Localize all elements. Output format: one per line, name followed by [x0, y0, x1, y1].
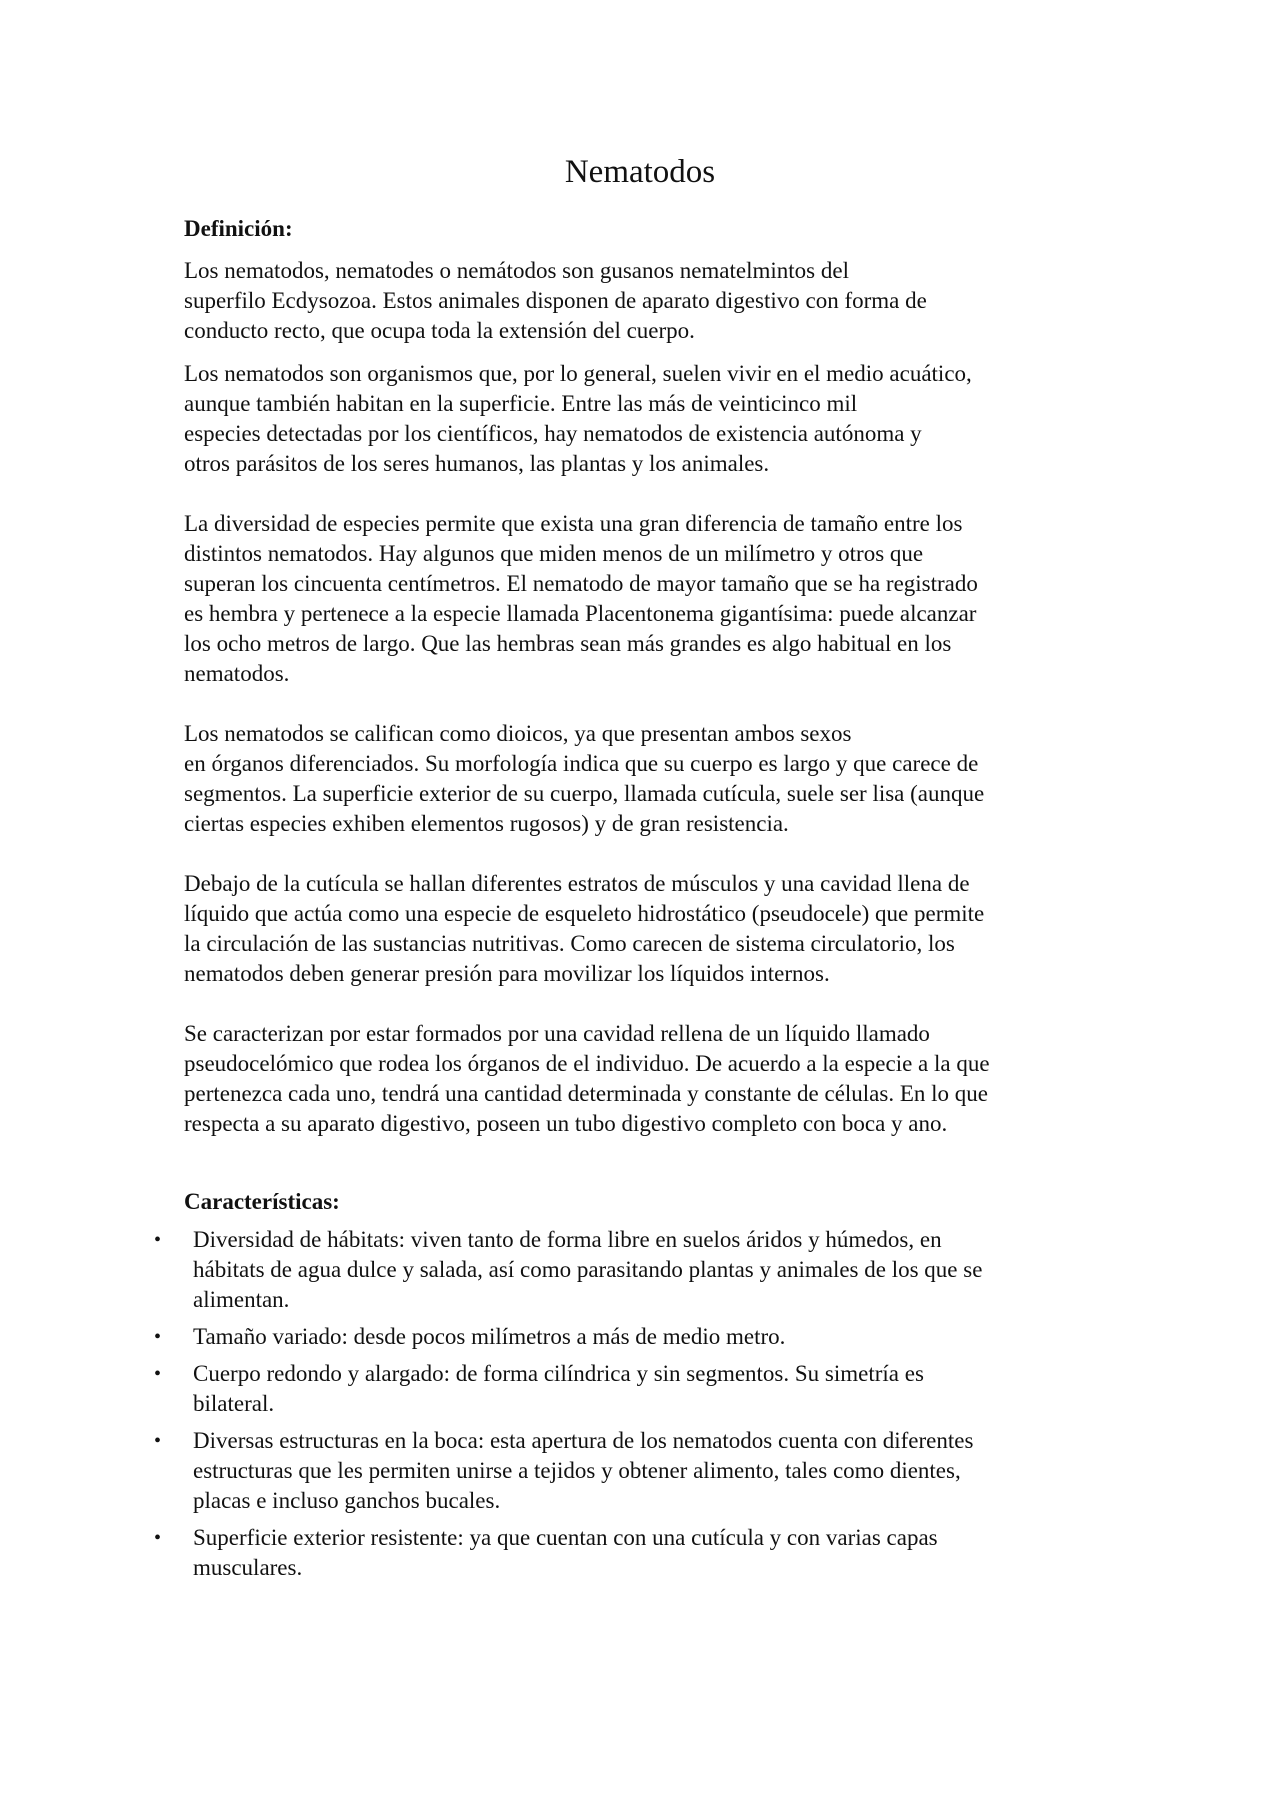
text-line: la circulación de las sustancias nutritivas. Como carecen de sistema circulatorio, los	[184, 931, 955, 956]
text-line: Los nematodos son organismos que, por lo general, suelen vivir en el medio acuático,	[184, 361, 972, 386]
list-item	[154, 1225, 1104, 1315]
text-line: Tamaño variado: desde pocos milímetros a más de medio metro.	[193, 1324, 786, 1349]
text-line: Diversas estructuras en la boca: esta apertura de los nematodos cuenta con diferentes	[193, 1428, 974, 1453]
text-line: alimentan.	[193, 1287, 290, 1312]
bullet-icon: •	[154, 1363, 162, 1385]
list-item	[154, 1359, 1104, 1419]
paragraph-4	[184, 719, 1104, 839]
text-line: aunque también habitan en la superficie. Entre las más de veinticinco mil	[184, 391, 858, 416]
text-line: líquido que actúa como una especie de esqueleto hidrostático (pseudocele) que permite	[184, 901, 985, 926]
text-line: en órganos diferenciados. Su morfología indica que su cuerpo es largo y que carece de	[184, 751, 979, 776]
text-line: especies detectadas por los científicos, hay nematodos de existencia autónoma y	[184, 421, 922, 446]
text-line: Se caracterizan por estar formados por una cavidad rellena de un líquido llamado	[184, 1021, 930, 1046]
text-line: distintos nematodos. Hay algunos que miden menos de un milímetro y otros que	[184, 541, 924, 566]
text-line: estructuras que les permiten unirse a tejidos y obtener alimento, tales como dientes,	[193, 1458, 961, 1483]
text-line: Los nematodos, nematodes o nemátodos son gusanos nematelmintos del	[184, 258, 849, 283]
list-item	[154, 1426, 1104, 1516]
text-line: segmentos. La superficie exterior de su cuerpo, llamada cutícula, suele ser lisa (aunque	[184, 781, 985, 806]
text-line: Cuerpo redondo y alargado: de forma cilíndrica y sin segmentos. Su simetría es	[193, 1361, 924, 1386]
characteristics-list	[154, 1225, 1104, 1583]
bullet-icon: •	[154, 1326, 162, 1348]
characteristics-heading: Características:	[184, 1189, 340, 1214]
text-line: musculares.	[193, 1555, 303, 1580]
text-line: es hembra y pertenece a la especie llamada Placentonema gigantísima: puede alcanzar	[184, 601, 977, 626]
document-body	[154, 214, 1104, 1590]
text-line: nematodos deben generar presión para movilizar los líquidos internos.	[184, 961, 830, 986]
paragraph-6	[184, 1019, 1104, 1139]
text-line: Los nematodos se califican como dioicos, ya que presentan ambos sexos	[184, 721, 852, 746]
list-item	[154, 1523, 1104, 1583]
text-line: Diversidad de hábitats: viven tanto de forma libre en suelos áridos y húmedos, en	[193, 1227, 942, 1252]
text-line: superan los cincuenta centímetros. El nematodo de mayor tamaño que se ha registrado	[184, 571, 978, 596]
text-line: Superficie exterior resistente: ya que cuentan con una cutícula y con varias capas	[193, 1525, 938, 1550]
text-line: los ocho metros de largo. Que las hembras sean más grandes es algo habitual en los	[184, 631, 952, 656]
bullet-icon: •	[154, 1527, 162, 1549]
list-item	[154, 1322, 1104, 1352]
text-line: hábitats de agua dulce y salada, así como parasitando plantas y animales de los que se	[193, 1257, 983, 1282]
text-line: Debajo de la cutícula se hallan diferentes estratos de músculos y una cavidad llena de	[184, 871, 970, 896]
text-line: conducto recto, que ocupa toda la extensión del cuerpo.	[184, 318, 695, 343]
text-line: ciertas especies exhiben elementos rugosos) y de gran resistencia.	[184, 811, 789, 836]
text-line: superfilo Ecdysozoa. Estos animales disponen de aparato digestivo con forma de	[184, 288, 927, 313]
text-line: pseudocelómico que rodea los órganos de el individuo. De acuerdo a la especie a la que	[184, 1051, 990, 1076]
text-line: La diversidad de especies permite que exista una gran diferencia de tamaño entre los	[184, 511, 963, 536]
text-line: nematodos.	[184, 661, 290, 686]
text-line: otros parásitos de los seres humanos, las plantas y los animales.	[184, 451, 770, 476]
definition-heading: Definición:	[184, 216, 293, 241]
paragraph-1	[184, 256, 1104, 346]
paragraph-2	[184, 359, 1104, 479]
document-title: Nematodos	[564, 154, 716, 190]
paragraph-3	[184, 509, 1104, 689]
bullet-icon: •	[154, 1430, 162, 1452]
text-line: bilateral.	[193, 1391, 275, 1416]
text-line: placas e incluso ganchos bucales.	[193, 1488, 501, 1513]
text-line: pertenezca cada uno, tendrá una cantidad determinada y constante de células. En lo que	[184, 1081, 988, 1106]
bullet-icon: •	[154, 1229, 162, 1251]
paragraph-5	[184, 869, 1104, 989]
text-line: respecta a su aparato digestivo, poseen un tubo digestivo completo con boca y ano.	[184, 1111, 948, 1136]
